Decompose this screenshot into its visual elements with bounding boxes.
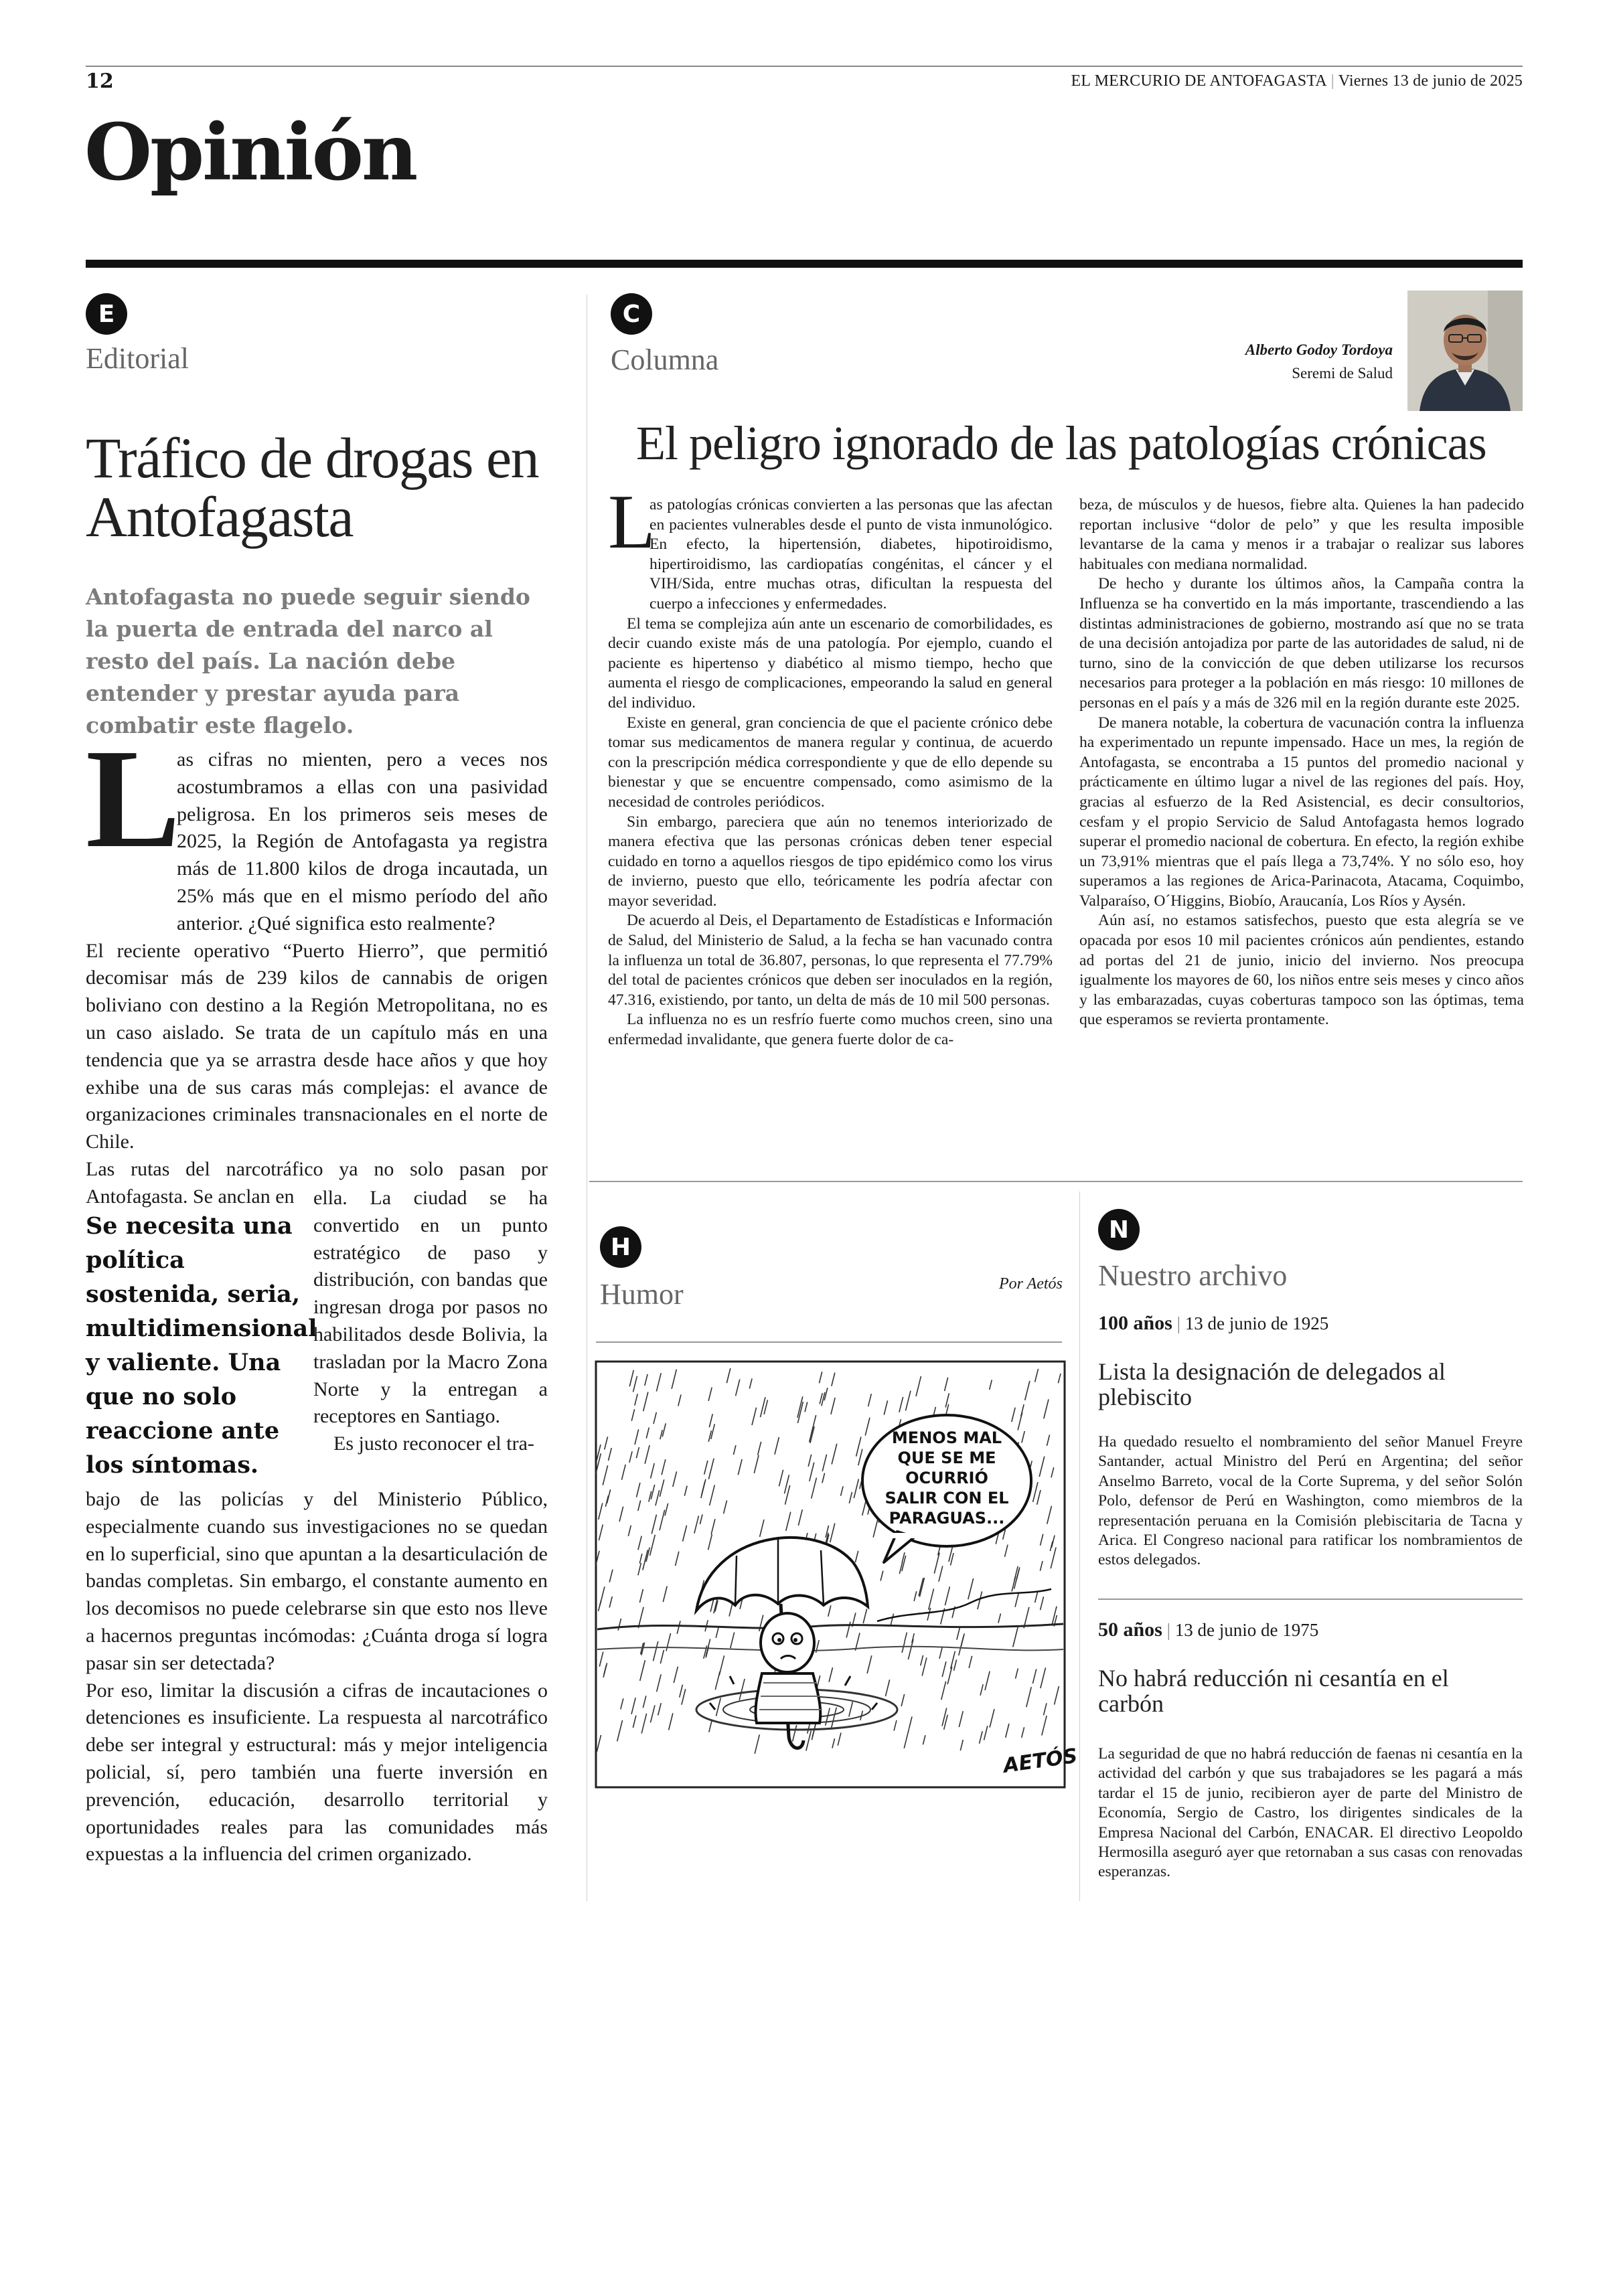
editorial-drop-cap: L	[86, 720, 181, 877]
humor-rule	[596, 1341, 1062, 1343]
column-author-name: Alberto Godoy Tordoya	[1245, 341, 1393, 358]
column-label: Columna	[611, 343, 719, 376]
humor-label: Humor	[600, 1278, 684, 1311]
editorial-body-part-2	[313, 1185, 548, 1458]
speech-bubble-line: OCURRIÓ	[905, 1469, 988, 1487]
speech-bubble-line: QUE SE ME	[897, 1449, 996, 1467]
issue-date: Viernes 13 de junio de 2025	[1338, 72, 1523, 90]
archive-divider	[1079, 1192, 1080, 1901]
page-number: 12	[86, 70, 114, 93]
editorial-label: Editorial	[86, 342, 189, 375]
column-drop-cap: L	[608, 479, 656, 565]
archive-item-2-text: La seguridad de que no habrá reducción de faenas ni cesantía en la actividad del carbón y que sus trabajadores se les pagará a más tardar el 15 de junio, recibieron ayer de parte del Ministro de Economía, Sergio de Castro, los dirigentes sindicales de la Empresa Nacional del Carbón, ENACAR. El directivo Leopoldo Hermosilla aseguró ayer que retornaban a sus casas con renovadas esperanzas.	[1098, 1745, 1523, 1881]
masthead-separator: |	[1330, 72, 1334, 90]
editorial-paragraph: El reciente operativo “Puerto Hierro”, que permitió decomisar más de 239 kilos de cannabis de origen boliviano con destino a la Región Metropolitana, no es un caso aislado. Se trata de un capítulo más en una tendencia que ya se arrastra desde hace años y que hoy exhibe una de sus caras más complejas: el avance de organizaciones criminales transnacionales en el norte de Chile.	[86, 939, 548, 1153]
svg-text:AETÓS: AETÓS	[1002, 1744, 1079, 1778]
column-paragraph: Aún así, no estamos satisfechos, puesto que esta alegría se ve opacada por esos 10 mil pacientes crónicos aún pendientes, estando ad portas del 21 de junio, inicio del invierno. Nos preocupa igualmente los mayores de 60, los niños entre seis meses y cinco años y las embarazadas, cuyas coberturas tampoco son las óptimas, tema que esperamos se revierta prontamente.	[1079, 912, 1524, 1029]
speech-bubble-line: MENOS MAL	[891, 1428, 1002, 1447]
column-paragraph: De hecho y durante los últimos años, la Campaña contra la Influenza se ha convertido en la más importante, trascendiendo a las distintas administraciones de gobierno, mostrando así que no se trata de una decisión antojadiza por parte de las autoridades de salud, ni de turno, sino de la convicción de que deben utilizarse los recursos necesarios para proteger a la población en más riesgo: 10 millones de personas en el país y a más de 326 mil en la región durante este 2025.	[1079, 575, 1524, 712]
humor-byline: Por Aetós	[999, 1275, 1063, 1293]
column-badge: C	[611, 293, 652, 335]
author-photo	[1407, 291, 1523, 411]
column-paragraph: Sin embargo, pareciera que aún no tenemos interiorizado de manera efectiva que las personas crónicas deben tener especial cuidado en torno a aquellos riesgos de tipo epidémico como los virus de invierno, puesto que ello, teóricamente les podría afectar con mayor severidad.	[608, 813, 1053, 910]
column-paragraph: as patologías crónicas convierten a las personas que las afectan en pacientes vulnerables desde el punto de vista inmunológico. En efecto, la hipertensión, diabetes, hipotiroidismo, hipertiroidismo, las cardiopatías congénitas, el cáncer y el VIH/Sida, entre muchas otras, dificultan la respuesta del cuerpo a infecciones y enfermedades.	[649, 496, 1053, 612]
archive-years: 100 años	[1098, 1312, 1172, 1334]
archive-date: 13 de junio de 1925	[1184, 1313, 1329, 1333]
column-paragraph: De manera notable, la cobertura de vacunación contra la influenza ha experimentado un repunte impensado. Hace un mes, la región de Antofagasta, se encontraba a 15 puntos del promedio nacional y prácticamente en último lugar a nivel de las regiones del país. Hoy, gracias al esfuerzo de la Red Asistencial, es decir consultorios, cesfam y el propio Servicio de Salud Antofagasta hemos logrado superar el promedio nacional de cobertura. En efecto, la región exhibe un 73,91% mientras que el país llega a 73,74%. Y no sólo eso, hoy superamos a las regiones de Arica-Parinacota, Atacama, Coquimbo, Valparaíso, O´Higgins, Biobío, Araucanía, Los Ríos y Aysén.	[1079, 714, 1524, 910]
archive-item-1-year: 100 años | 13 de junio de 1925	[1098, 1312, 1329, 1334]
archive-label: Nuestro archivo	[1098, 1259, 1288, 1292]
humor-cartoon	[596, 1362, 1079, 1787]
speech-bubble-line: SALIR CON EL	[885, 1489, 1009, 1507]
section-rule	[86, 260, 1523, 268]
editorial-paragraph: Es justo reconocer el tra-	[333, 1432, 534, 1455]
column-bottom-rule	[589, 1181, 1523, 1182]
archive-rule	[1098, 1598, 1523, 1600]
humor-badge: H	[600, 1226, 641, 1268]
column-text-right	[1079, 495, 1524, 1030]
editorial-body-part-1	[86, 746, 548, 1211]
editorial-deck: Antofagasta no puede seguir siendo la puerta de entrada del narco al resto del país. La nación debe entender y prestar ayuda para combatir este flagelo.	[86, 584, 530, 738]
newspaper-name: EL MERCURIO DE ANTOFAGASTA	[1071, 72, 1327, 90]
column-paragraph: beza, de músculos y de huesos, fiebre alta. Quienes la han padecido reportan inclusive “dolor de pelo” y que les resulta imposible levantarse de la cama y menos ir a trabajar o realizar sus labores habituales con mediana normalidad.	[1079, 496, 1524, 573]
editorial-body-part-3	[86, 1486, 548, 1868]
column-paragraph: La influenza no es un resfrío fuerte como muchos creen, sino una enfermedad invalidante, que genera fuerte dolor de ca-	[608, 1011, 1053, 1049]
column-text-left	[608, 495, 1053, 1050]
editorial-paragraph: bajo de las policías y del Ministerio Público, especialmente cuando sus investigaciones no se quedan en lo superficial, sino que apuntan a la desarticulación de bandas completas. Sin embargo, el constante aumento en los decomisos no puede celebrarse sin que esto nos lleve a hacernos preguntas incómodas: ¿Cuánta droga sí logra pasar sin ser detectada?	[86, 1488, 548, 1674]
section-title: Opinión	[84, 107, 416, 198]
speech-bubble-line: PARAGUAS...	[889, 1509, 1005, 1528]
column-author-role: Seremi de Salud	[1292, 365, 1393, 382]
column-paragraph: El tema se complejiza aún ante un escenario de comorbilidades, es decir cuando existe más de una patología. Por ejemplo, cuando el paciente es hipertenso y diabético al mismo tiempo, hecho que aumenta el riesgo de complicaciones, empeorando la salud en general del individuo.	[608, 614, 1053, 712]
column-paragraph: Existe en general, gran conciencia de que el paciente crónico debe tomar sus medicamentos de manera regular y continua, de acuerdo con la prescripción médica correspondiente y que de ello depende su bienestar y que se encuentre compensado, como asimismo de la necesidad de controles periódicos.	[608, 714, 1053, 811]
archive-date: 13 de junio de 1975	[1174, 1620, 1319, 1640]
column-paragraph: De acuerdo al Deis, el Departamento de Estadísticas e Información de Salud, del Ministerio de Salud, a la fecha se han vacunado contra la influenza un total de 36.807, personas, lo que representa el 77.79% del total de pacientes crónicos que deben ser inoculados en la región, 47.316, existiendo, por tanto, un delta de más de 10 mil 500 personas.	[608, 912, 1053, 1009]
header-top-rule	[86, 66, 1523, 67]
editorial-pull-quote: Se necesita una política sostenida, seria, multidimensional y valiente. Una que no solo reaccione ante los síntomas.	[86, 1212, 317, 1479]
archive-item-1-text: Ha quedado resuelto el nombramiento del señor Manuel Freyre Santander, actual Ministro del Perú en Argentina; del señor Anselmo Barreto, vocal de la Corte Suprema, y del señor Solón Polo, defensor de Perú en Washington, como miembros de la representación peruana en la Comisión plebiscitaria de Tacna y Arica. El Congreso nacional para ratificar los nombramientos de estos delegados.	[1098, 1433, 1523, 1569]
editorial-badge: E	[86, 293, 127, 335]
archive-item-2-year: 50 años | 13 de junio de 1975	[1098, 1619, 1319, 1641]
masthead	[1071, 72, 1523, 90]
editorial-headline: Tráfico de drogas en Antofagasta	[86, 426, 539, 549]
editorial-paragraph: Por eso, limitar la discusión a cifras de incautaciones o detenciones es insuficiente. La respuesta al narcotráfico debe ser integral y estructural: más y mejor inteligencia policial, sí, pero también una fuerte inversión en prevención, educación, desarrollo territorial y oportunidades reales para las comunidades más expuestas a la influencia del crimen organizado.	[86, 1679, 548, 1866]
archive-badge: N	[1098, 1209, 1140, 1250]
editorial-paragraph: Las rutas del narcotráfico ya no solo pasan por Antofagasta. Se anclan en	[86, 1157, 548, 1208]
archive-item-2-headline: No habrá reducción ni cesantía en el carbón	[1098, 1665, 1449, 1717]
editorial-paragraph: as cifras no mienten, pero a veces nos acostumbramos a ellas con una pasividad peligrosa. En los primeros seis meses de 2025, la Región de Antofagasta ya registra más de 11.800 kilos de droga incautada, un 25% más que en el mismo período del año anterior. ¿Qué significa esto realmente?	[177, 748, 548, 934]
archive-years: 50 años	[1098, 1619, 1162, 1641]
editorial-paragraph: ella. La ciudad se ha convertido en un punto estratégico de paso y distribución, con bandas que ingresan droga por pasos no habilitados desde Bolivia, la trasladan por la Macro Zona Norte y la entregan a receptores en Santiago.	[313, 1187, 548, 1428]
archive-item-1-headline: Lista la designación de delegados al plebiscito	[1098, 1358, 1446, 1410]
column-headline: El peligro ignorado de las patologías crónicas	[636, 416, 1486, 470]
